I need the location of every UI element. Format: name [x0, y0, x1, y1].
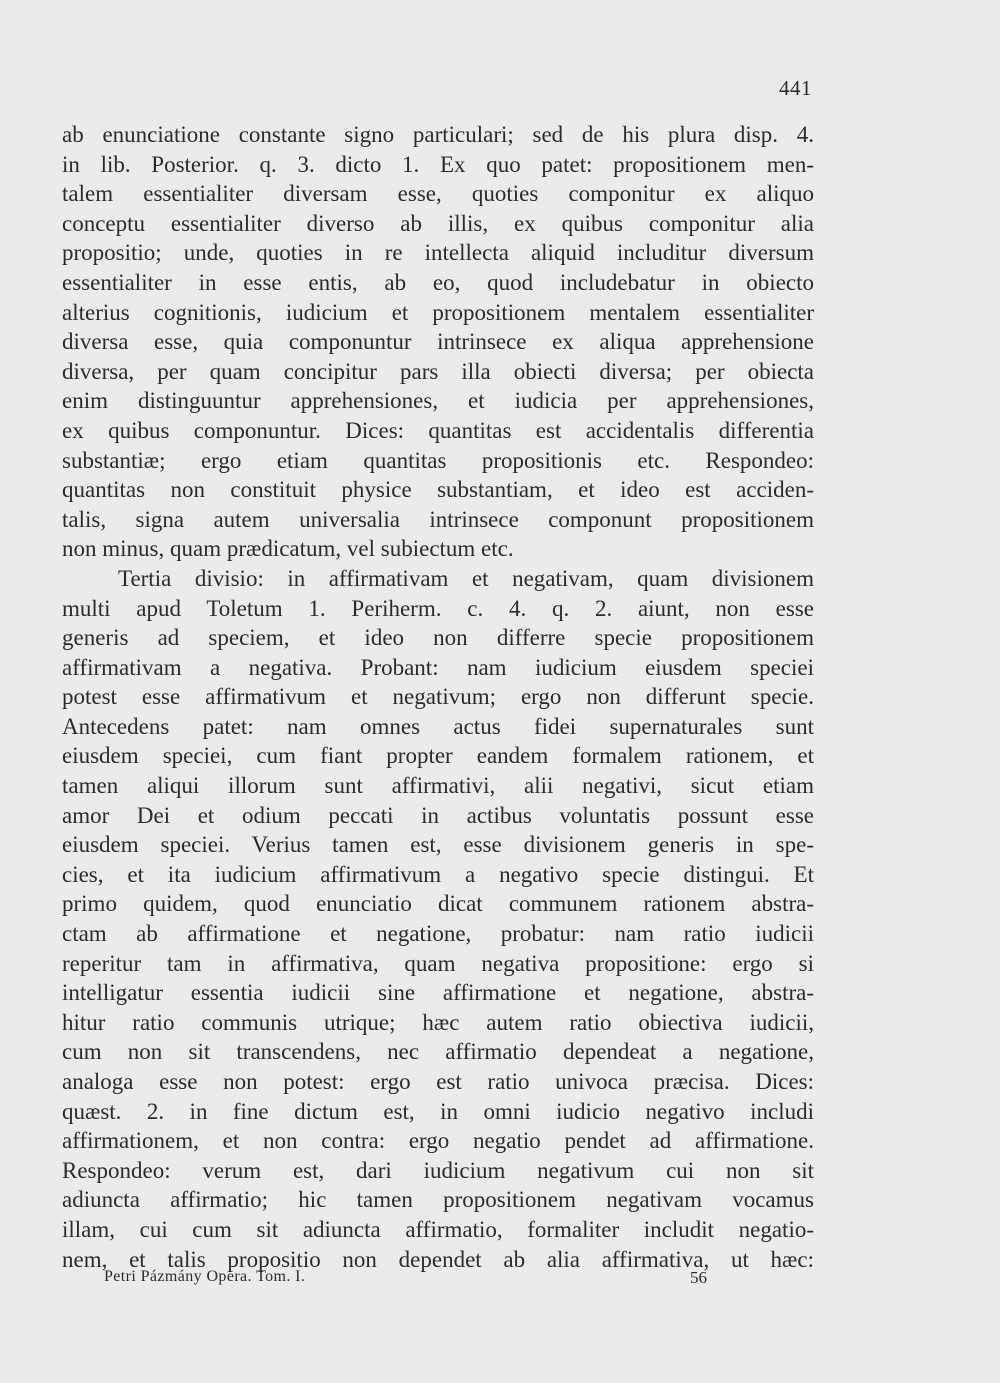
text-line: hitur ratio communis utrique; hæc autem ratio obiectiva iudicii,	[62, 1009, 814, 1035]
footer-sheet-number: 56	[690, 1268, 707, 1287]
text-line: cum non sit transcendens, nec affirmatio dependeat a negatione,	[62, 1039, 814, 1065]
text-line: enim distinguuntur apprehensiones, et iudicia per apprehensiones,	[62, 388, 814, 414]
text-line: primo quidem, quod enunciatio dicat communem rationem abstra-	[62, 891, 814, 917]
page-number: 441	[779, 76, 812, 100]
text-line: ctam ab affirmatione et negatione, probatur: nam ratio iudicii	[62, 921, 814, 947]
text-line: eiusdem speciei. Verius tamen est, esse divisionem generis in spe-	[62, 832, 814, 858]
text-line: adiuncta affirmatio; hic tamen propositionem negativam vocamus	[62, 1187, 814, 1213]
text-line: conceptu essentialiter diverso ab illis, ex quibus componitur alia	[62, 210, 814, 236]
text-line: in lib. Posterior. q. 3. dicto 1. Ex quo patet: propositionem men-	[62, 151, 814, 177]
text-line: illam, cui cum sit adiuncta affirmatio, formaliter includit negatio-	[62, 1216, 814, 1242]
text-line: alterius cognitionis, iudicium et propositionem mentalem essentialiter	[62, 299, 814, 325]
text-line: talem essentialiter diversam esse, quoties componitur ex aliquo	[62, 181, 814, 207]
text-line: cies, et ita iudicium affirmativum a negativo specie distingui. Et	[62, 861, 814, 887]
text-line: essentialiter in esse entis, ab eo, quod includebatur in obiecto	[62, 269, 814, 295]
text-line: multi apud Toletum 1. Periherm. c. 4. q. 2. aiunt, non esse	[62, 595, 814, 621]
text-line: ab enunciatione constante signo particulari; sed de his plura disp. 4.	[62, 122, 814, 147]
text-line: ex quibus componuntur. Dices: quantitas est accidentalis differentia	[62, 417, 814, 443]
text-line: quantitas non constituit physice substantiam, et ideo est acciden-	[62, 477, 814, 503]
text-line: diversa, per quam concipitur pars illa obiecti diversa; per obiecta	[62, 358, 814, 384]
text-line: nem, et talis propositio non dependet ab alia affirmativa, ut hæc:	[62, 1246, 814, 1272]
paragraph-first-line: Tertia divisio: in affirmativam et negativam, quam divisionem	[118, 565, 814, 591]
text-line: generis ad speciem, et ideo non differre specie propositionem	[62, 625, 814, 651]
text-line: non minus, quam prædicatum, vel subiectum etc.	[62, 536, 514, 562]
text-line: talis, signa autem universalia intrinsece componunt propositionem	[62, 506, 814, 532]
footer-signature: Petri Pázmány Opera. Tom. I.	[104, 1268, 306, 1285]
text-line: propositio; unde, quoties in re intellecta aliquid includitur diversum	[62, 240, 814, 266]
text-line: Antecedens patet: nam omnes actus fidei supernaturales sunt	[62, 713, 814, 739]
text-line: quæst. 2. in fine dictum est, in omni iudicio negativo includi	[62, 1098, 814, 1124]
body-text	[62, 120, 814, 1274]
text-line: eiusdem speciei, cum fiant propter eandem formalem rationem, et	[62, 743, 814, 769]
text-line: diversa esse, quia componuntur intrinsece ex aliqua apprehensione	[62, 329, 814, 355]
text-line: amor Dei et odium peccati in actibus voluntatis possunt esse	[62, 802, 814, 828]
text-line: tamen aliqui illorum sunt affirmativi, alii negativi, sicut etiam	[62, 773, 814, 799]
text-line: reperitur tam in affirmativa, quam negativa propositione: ergo si	[62, 950, 814, 976]
text-line: potest esse affirmativum et negativum; ergo non differunt specie.	[62, 684, 814, 710]
text-line: analoga esse non potest: ergo est ratio univoca præcisa. Dices:	[62, 1069, 814, 1094]
text-line: affirmationem, et non contra: ergo negatio pendet ad affirmatione.	[62, 1128, 814, 1154]
text-line: substantiæ; ergo etiam quantitas propositionis etc. Respondeo:	[62, 447, 814, 473]
text-line: affirmativam a negativa. Probant: nam iudicium eiusdem speciei	[62, 654, 814, 680]
text-line: intelligatur essentia iudicii sine affirmatione et negatione, abstra-	[62, 980, 814, 1006]
text-line: Respondeo: verum est, dari iudicium negativum cui non sit	[62, 1157, 814, 1183]
